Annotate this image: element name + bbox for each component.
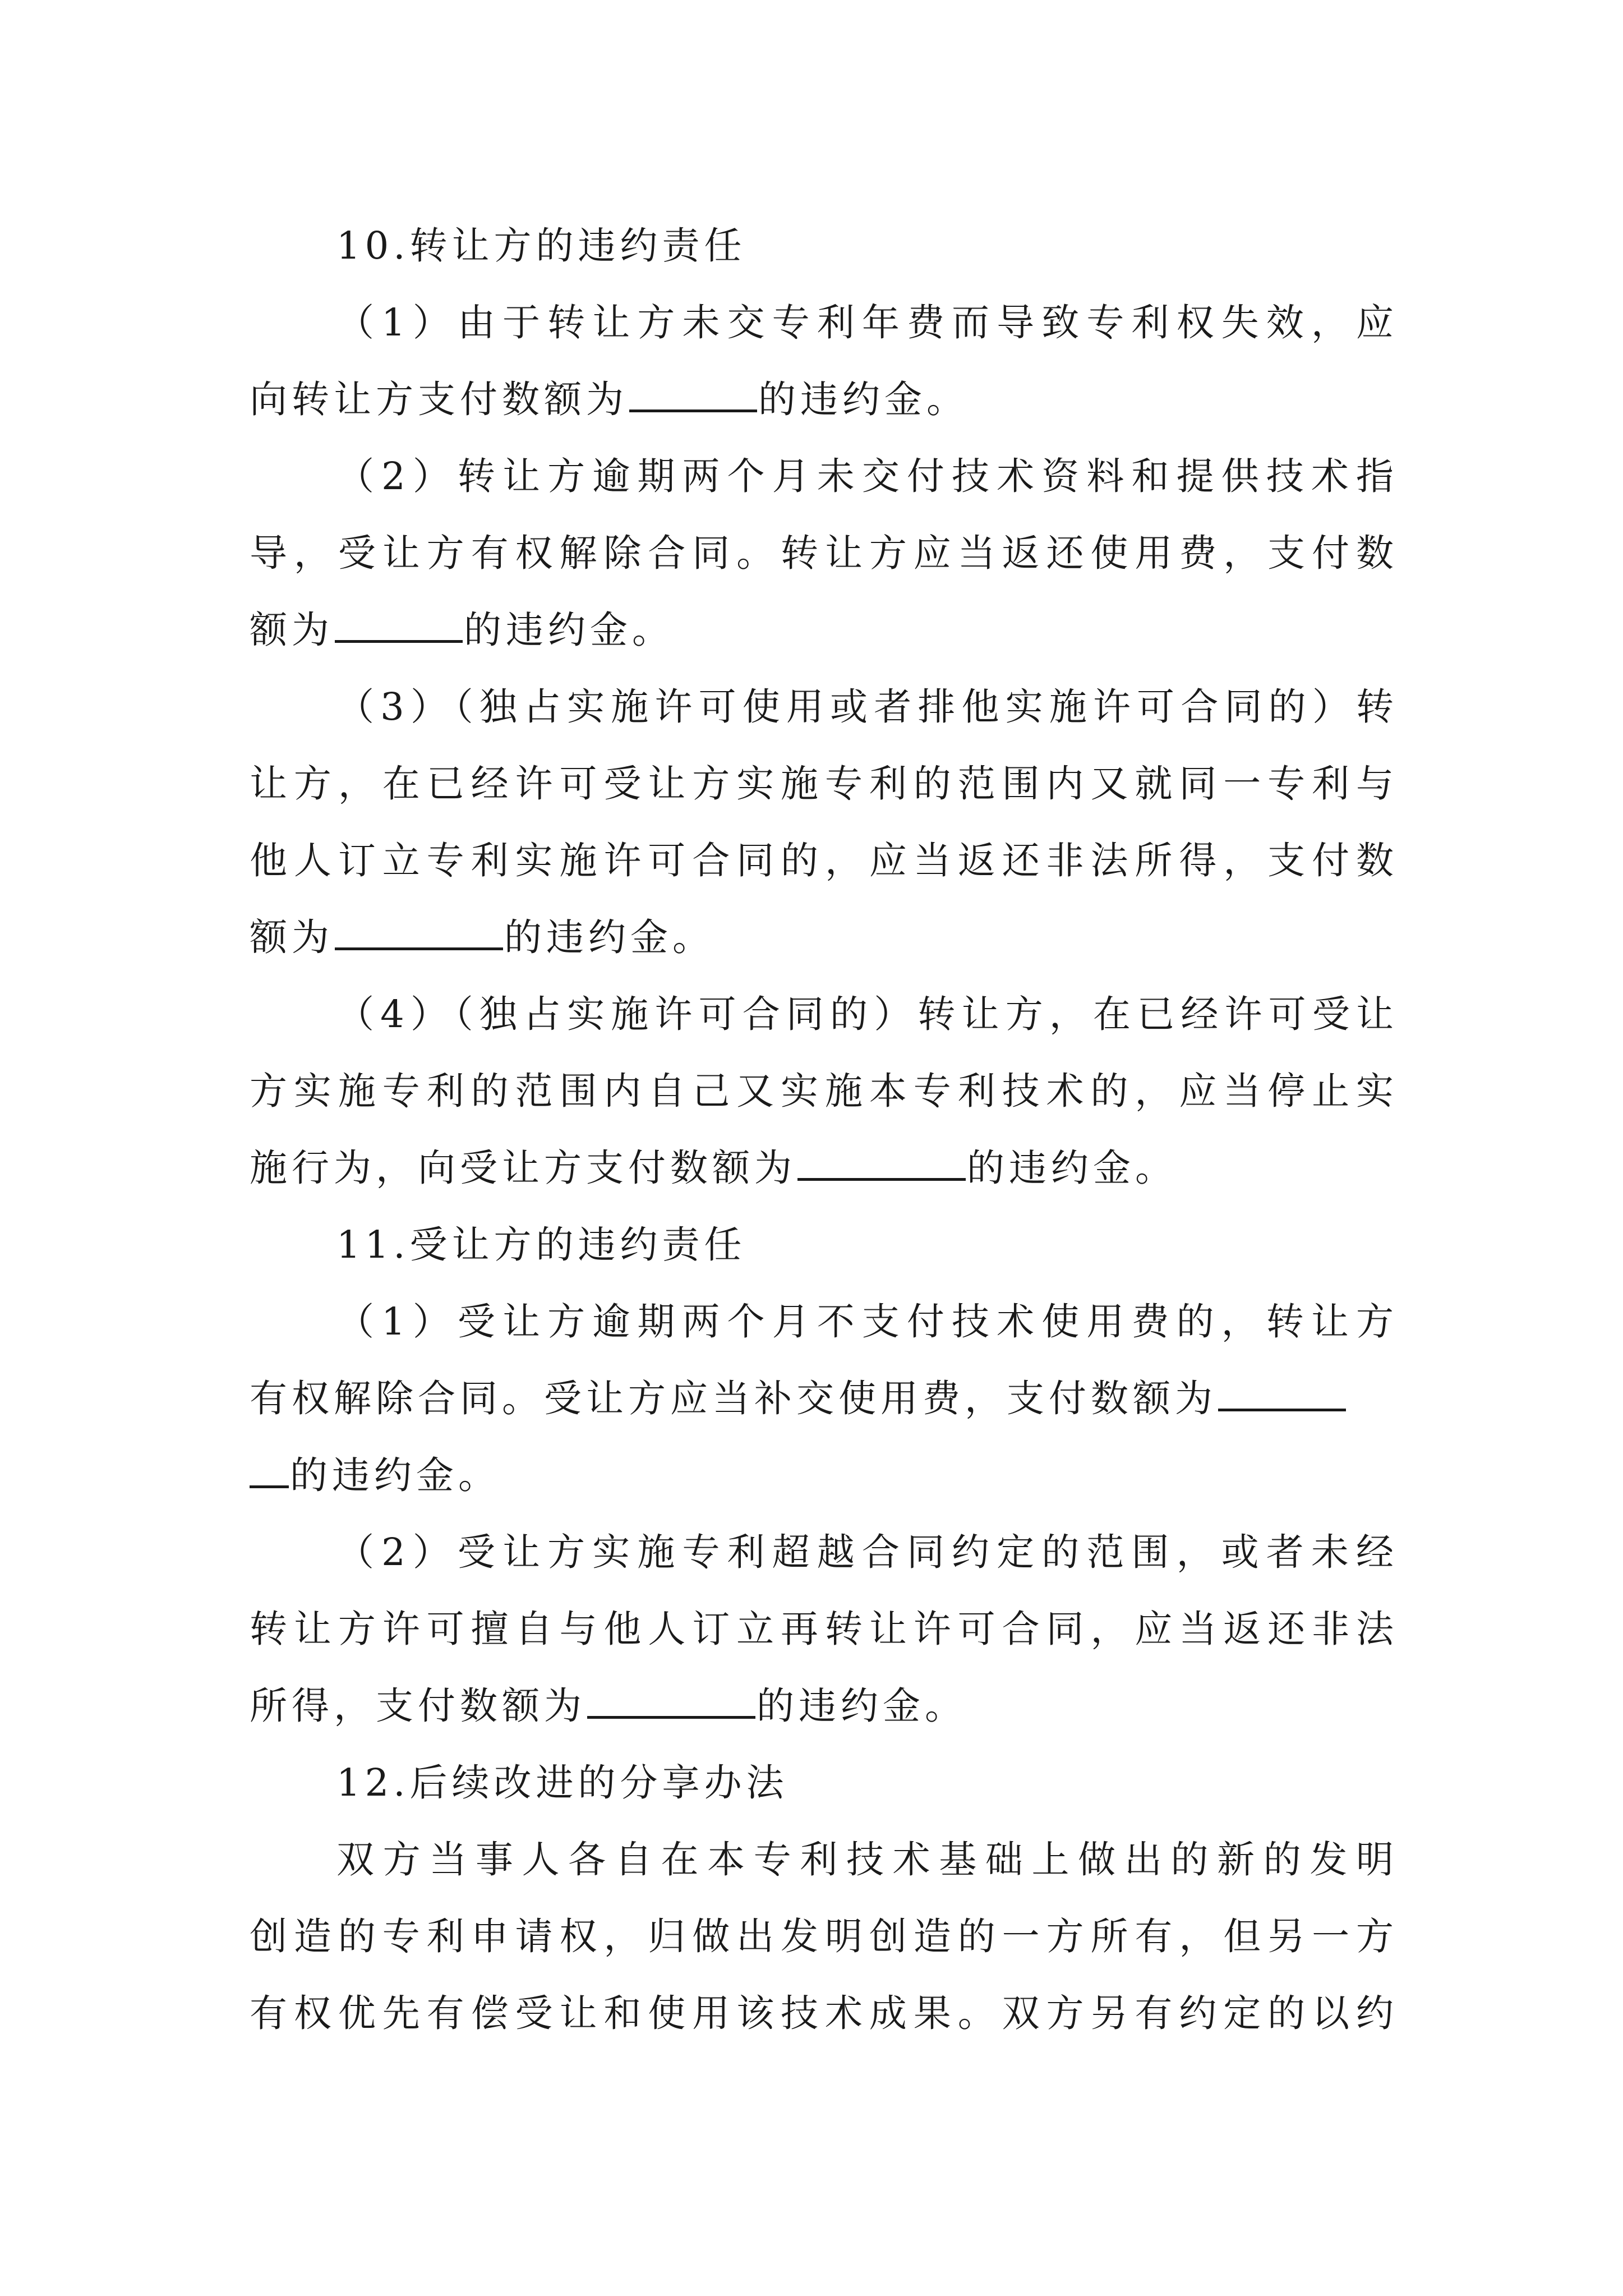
line-text: 的违约金。 <box>290 1453 500 1497</box>
line-text: 的违约金。 <box>464 608 674 652</box>
line-text: （3）（独占实施许可使用或者排他实施许可合同的）转 <box>336 685 1394 729</box>
section-heading-12 <box>336 1752 1394 1814</box>
paragraph-line <box>250 1906 1394 1967</box>
section-heading-10 <box>336 215 1394 277</box>
line-text: 创造的专利申请权，归做出发明创造的一方所有，但另一方 <box>250 1915 1394 1958</box>
line-text: 的违约金。 <box>757 1684 967 1728</box>
line-text: 所得，支付数额为 <box>250 1684 586 1728</box>
paragraph-line <box>250 830 1394 891</box>
line-text: （2）转让方逾期两个月未交付技术资料和提供技术指 <box>336 454 1394 498</box>
line-text: （1）受让方逾期两个月不支付技术使用费的，转让方 <box>336 1300 1394 1343</box>
paragraph-line <box>250 1137 1394 1199</box>
paragraph-line <box>250 522 1394 584</box>
paragraph-line <box>336 1829 1394 1890</box>
paragraph-line <box>250 599 1394 661</box>
heading-text: 12.后续改进的分享办法 <box>336 1761 789 1805</box>
line-text: （2）受让方实施专利超越合同约定的范围，或者未经 <box>336 1530 1394 1574</box>
fill-in-blank <box>250 1453 289 1488</box>
line-text: （1）由于转让方未交专利年费而导致专利权失效，应 <box>336 301 1394 344</box>
paragraph-line <box>336 292 1394 353</box>
line-text: 有权解除合同。受让方应当补交使用费，支付数额为 <box>250 1377 1217 1420</box>
paragraph-line <box>336 1291 1394 1352</box>
fill-in-blank <box>1218 1376 1346 1411</box>
paragraph-line <box>336 676 1394 738</box>
paragraph-line <box>250 1982 1394 2044</box>
fill-in-blank <box>629 377 757 412</box>
paragraph-line <box>250 1368 1394 1429</box>
paragraph-line <box>250 753 1394 815</box>
line-text: 额为 <box>250 915 334 959</box>
paragraph-line <box>250 1444 1394 1506</box>
section-heading-11 <box>336 1214 1394 1276</box>
paragraph-line <box>336 983 1394 1045</box>
paragraph-line <box>250 1598 1394 1660</box>
line-text: 让方，在已经许可受让方实施专利的范围内又就同一专利与 <box>250 762 1394 806</box>
fill-in-blank <box>797 1145 966 1181</box>
heading-text: 10.转让方的违约责任 <box>336 224 746 268</box>
line-text: 的违约金。 <box>967 1146 1177 1190</box>
fill-in-blank <box>587 1683 755 1719</box>
line-text: （4）（独占实施许可合同的）转让方，在已经许可受让 <box>336 992 1394 1036</box>
line-text: 双方当事人各自在本专利技术基础上做出的新的发明 <box>336 1838 1394 1881</box>
paragraph-line <box>250 1060 1394 1122</box>
paragraph-line <box>336 1521 1394 1583</box>
fill-in-blank <box>335 915 503 950</box>
line-text: 导，受让方有权解除合同。转让方应当返还使用费，支付数 <box>250 531 1394 575</box>
paragraph-line <box>250 369 1394 430</box>
line-text: 向转让方支付数额为 <box>250 378 628 421</box>
fill-in-blank <box>335 608 463 643</box>
line-text: 的违约金。 <box>758 378 969 421</box>
line-text: 的违约金。 <box>504 915 714 959</box>
line-text: 额为 <box>250 608 334 652</box>
paragraph-line <box>250 907 1394 968</box>
line-text: 转让方许可擅自与他人订立再转让许可合同，应当返还非法 <box>250 1607 1394 1651</box>
line-text: 他人订立专利实施许可合同的，应当返还非法所得，支付数 <box>250 839 1394 882</box>
line-text: 方实施专利的范围内自己又实施本专利技术的，应当停止实 <box>250 1069 1394 1113</box>
paragraph-line <box>250 1675 1394 1737</box>
line-text: 有权优先有偿受让和使用该技术成果。双方另有约定的以约 <box>250 1991 1394 2035</box>
paragraph-line <box>336 445 1394 507</box>
line-text: 施行为，向受让方支付数额为 <box>250 1146 796 1190</box>
heading-text: 11.受让方的违约责任 <box>336 1223 746 1267</box>
